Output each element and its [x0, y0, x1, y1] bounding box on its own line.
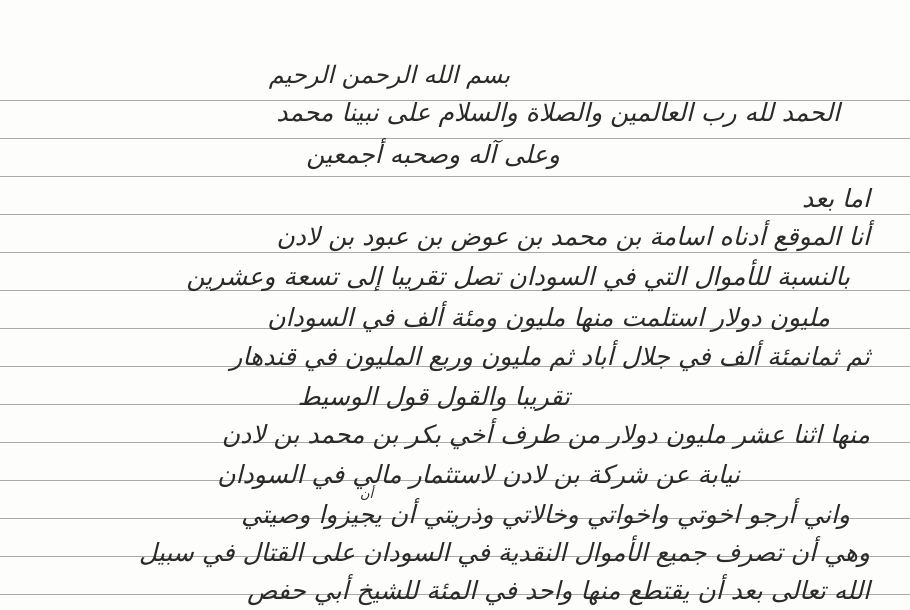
letter-line-10: نيابة عن شركة بن لادن لاستثمار مالي في السودان	[217, 460, 740, 489]
letter-line-4: أنا الموقع أدناه اسامة بن محمد بن عوض بن عبود بن لادن	[276, 222, 870, 251]
interlinear-insertion: أن	[360, 487, 374, 502]
letter-line-8: تقريبا والقول قول الوسيط	[297, 382, 570, 411]
ruled-line	[0, 138, 910, 139]
basmala: بسم الله الرحمن الرحيم	[268, 61, 510, 89]
ruled-line	[0, 214, 910, 215]
letter-line-12: وهي أن تصرف جميع الأموال النقدية في السودان على القتال في سبيل	[138, 538, 870, 567]
letter-line-3: اما بعد	[801, 184, 870, 213]
letter-line-6: مليون دولار استلمت منها مليون ومئة ألف في السودان	[267, 303, 830, 332]
letter-line-1: الحمد لله رب العالمين والصلاة والسلام على نبينا محمد	[276, 98, 840, 127]
letter-line-5: بالنسبة للأموال التي في السودان تصل تقريبا إلى تسعة وعشرين	[186, 262, 850, 291]
letter-line-13: الله تعالى بعد أن يقتطع منها واحد في المئة للشيخ أبي حفص	[247, 576, 870, 605]
letter-line-2: وعلى آله وصحبه أجمعين	[306, 140, 560, 169]
letter-line-7: ثم ثمانمئة ألف في جلال أباد ثم مليون وربع المليون في قندهار	[230, 342, 870, 371]
ruled-line	[0, 252, 910, 253]
ruled-line	[0, 176, 910, 177]
letter-line-11: واني أرجو اخوتي واخواتي وخالاتي وذريتي أن يجيزوا وصيتي	[241, 500, 850, 529]
letter-line-9: منها اثنا عشر مليون دولار من طرف أخي بكر بن محمد بن لادن	[221, 420, 870, 449]
